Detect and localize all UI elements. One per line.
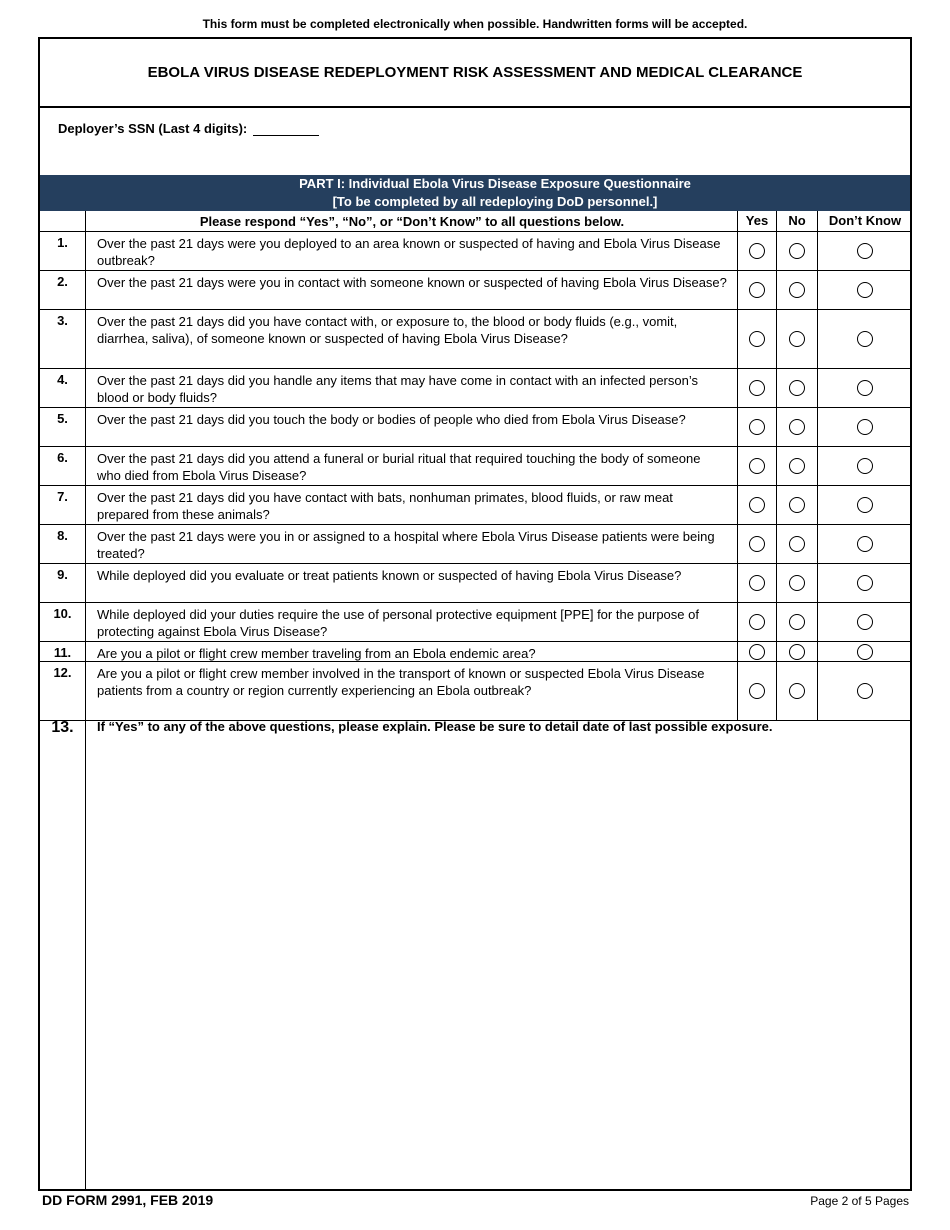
form-frame — [38, 37, 912, 1191]
question-row — [40, 603, 910, 642]
dont-know-cell — [818, 603, 912, 641]
yes-cell — [738, 310, 777, 368]
no-cell — [777, 525, 818, 563]
question-text: Over the past 21 days did you touch the body or bodies of people who died from Ebola Virus Disease? — [86, 408, 738, 446]
question-text: Over the past 21 days were you in contact with someone known or suspected of having Ebola Virus Disease? — [86, 271, 738, 309]
no-cell — [777, 603, 818, 641]
yes-radio[interactable] — [749, 683, 765, 699]
question-row — [40, 564, 910, 603]
no-cell — [777, 408, 818, 446]
dont-know-cell — [818, 564, 912, 602]
yes-radio[interactable] — [749, 282, 765, 298]
dont-know-cell — [818, 271, 912, 309]
question-text: Over the past 21 days did you have contact with bats, nonhuman primates, blood fluids, or raw meat prepared from these animals? — [86, 486, 738, 524]
question-row — [40, 447, 910, 486]
dont-know-radio[interactable] — [857, 614, 873, 630]
explain-section — [40, 715, 910, 1189]
no-cell — [777, 564, 818, 602]
question-text: Are you a pilot or flight crew member traveling from an Ebola endemic area? — [86, 642, 738, 661]
dont-know-cell — [818, 525, 912, 563]
ssn-label: Deployer’s SSN (Last 4 digits): — [58, 121, 248, 136]
dont-know-cell — [818, 447, 912, 485]
dont-know-cell — [818, 486, 912, 524]
part1-header — [40, 175, 910, 211]
no-cell — [777, 662, 818, 720]
no-cell — [777, 369, 818, 407]
no-radio[interactable] — [789, 536, 805, 552]
dont-know-radio[interactable] — [857, 380, 873, 396]
no-radio[interactable] — [789, 683, 805, 699]
question-text: Over the past 21 days did you attend a funeral or burial ritual that required touching the body of someone who died from Ebola Virus Disease? — [86, 447, 738, 485]
yes-radio[interactable] — [749, 380, 765, 396]
form-title: EBOLA VIRUS DISEASE REDEPLOYMENT RISK ASSESSMENT AND MEDICAL CLEARANCE — [40, 39, 910, 108]
question-row — [40, 642, 910, 662]
dont-know-cell — [818, 642, 912, 661]
question-text: Over the past 21 days were you in or assigned to a hospital where Ebola Virus Disease patients were being treated? — [86, 525, 738, 563]
no-cell — [777, 232, 818, 270]
yes-radio[interactable] — [749, 331, 765, 347]
explain-textarea[interactable] — [92, 739, 904, 1183]
question-number: 10. — [40, 603, 86, 641]
dont-know-cell — [818, 408, 912, 446]
yes-cell — [738, 486, 777, 524]
dont-know-radio[interactable] — [857, 644, 873, 660]
yes-radio[interactable] — [749, 644, 765, 660]
question-number: 12. — [40, 662, 86, 720]
dont-know-cell — [818, 232, 912, 270]
no-radio[interactable] — [789, 497, 805, 513]
ssn-input[interactable] — [253, 117, 319, 136]
dont-know-cell — [818, 369, 912, 407]
question-number: 4. — [40, 369, 86, 407]
dont-know-radio[interactable] — [857, 331, 873, 347]
no-radio[interactable] — [789, 282, 805, 298]
yes-cell — [738, 603, 777, 641]
yes-cell — [738, 662, 777, 720]
question-text: Over the past 21 days did you have contact with, or exposure to, the blood or body fluids (e.g., vomit, diarrhea, saliva), of someone known or suspected of having Ebola Virus Disease? — [86, 310, 738, 368]
question-number: 8. — [40, 525, 86, 563]
no-cell — [777, 271, 818, 309]
no-cell — [777, 447, 818, 485]
no-radio[interactable] — [789, 331, 805, 347]
question-text: Over the past 21 days were you deployed to an area known or suspected of having and Ebola Virus Disease outbreak? — [86, 232, 738, 270]
yes-column-header: Yes — [738, 211, 777, 231]
question-number: 3. — [40, 310, 86, 368]
no-column-header: No — [777, 211, 818, 231]
dont-know-radio[interactable] — [857, 282, 873, 298]
no-radio[interactable] — [789, 243, 805, 259]
no-radio[interactable] — [789, 644, 805, 660]
dont-know-column-header: Don’t Know — [828, 213, 902, 228]
question-text: While deployed did your duties require the use of personal protective equipment [PPE] for the purpose of protecting against Ebola Virus Disease? — [86, 603, 738, 641]
question-row — [40, 271, 910, 310]
yes-radio[interactable] — [749, 536, 765, 552]
no-cell — [777, 486, 818, 524]
dont-know-radio[interactable] — [857, 683, 873, 699]
dont-know-radio[interactable] — [857, 458, 873, 474]
no-cell — [777, 310, 818, 368]
question-number: 7. — [40, 486, 86, 524]
dont-know-cell — [818, 310, 912, 368]
yes-cell — [738, 271, 777, 309]
yes-radio[interactable] — [749, 614, 765, 630]
question-number: 2. — [40, 271, 86, 309]
question-number: 6. — [40, 447, 86, 485]
question-row — [40, 525, 910, 564]
form-id: DD FORM 2991, FEB 2019 — [42, 1192, 214, 1208]
questions-header-row — [40, 211, 910, 232]
num-header-cell — [40, 211, 86, 231]
part1-title: PART I: Individual Ebola Virus Disease Exposure Questionnaire — [299, 176, 691, 191]
yes-radio[interactable] — [749, 497, 765, 513]
no-radio[interactable] — [789, 575, 805, 591]
no-radio[interactable] — [789, 380, 805, 396]
yes-cell — [738, 232, 777, 270]
question-row — [40, 232, 910, 271]
yes-cell — [738, 564, 777, 602]
question-row — [40, 408, 910, 447]
ssn-field-group — [58, 117, 319, 136]
form-notice: This form must be completed electronically when possible. Handwritten forms will be accepted. — [202, 17, 748, 31]
question-number: 5. — [40, 408, 86, 446]
yes-cell — [738, 369, 777, 407]
yes-radio[interactable] — [749, 419, 765, 435]
dont-know-radio[interactable] — [857, 243, 873, 259]
dont-know-radio[interactable] — [857, 575, 873, 591]
dont-know-radio[interactable] — [857, 536, 873, 552]
no-radio[interactable] — [789, 614, 805, 630]
question-number: 9. — [40, 564, 86, 602]
explain-label: If “Yes” to any of the above questions, please explain. Please be sure to detail date of last possible exposure. — [97, 719, 773, 734]
no-cell — [777, 642, 818, 661]
question-number: 11. — [40, 642, 86, 661]
no-radio[interactable] — [789, 458, 805, 474]
question-number: 13. — [40, 715, 86, 1189]
instruction-text: Please respond “Yes”, “No”, or “Don’t Know” to all questions below. — [86, 211, 738, 231]
yes-cell — [738, 447, 777, 485]
question-text: Over the past 21 days did you handle any items that may have come in contact with an infected person’s blood or body fluids? — [86, 369, 738, 407]
no-radio[interactable] — [789, 419, 805, 435]
dont-know-cell — [818, 662, 912, 720]
yes-cell — [738, 525, 777, 563]
page-number: Page 2 of 5 Pages — [810, 1194, 909, 1208]
dont-know-radio[interactable] — [857, 419, 873, 435]
yes-cell — [738, 408, 777, 446]
question-text: Are you a pilot or flight crew member involved in the transport of known or suspected Ebola Virus Disease patients from a country or region currently experiencing an Ebola outbreak? — [86, 662, 738, 720]
question-row — [40, 310, 910, 369]
question-row — [40, 662, 910, 721]
question-number: 1. — [40, 232, 86, 270]
dont-know-radio[interactable] — [857, 497, 873, 513]
yes-radio[interactable] — [749, 243, 765, 259]
question-row — [40, 369, 910, 408]
part1-subtitle: [To be completed by all redeploying DoD personnel.] — [332, 194, 658, 209]
yes-radio[interactable] — [749, 458, 765, 474]
yes-radio[interactable] — [749, 575, 765, 591]
question-row — [40, 486, 910, 525]
yes-cell — [738, 642, 777, 661]
question-text: While deployed did you evaluate or treat patients known or suspected of having Ebola Virus Disease? — [86, 564, 738, 602]
